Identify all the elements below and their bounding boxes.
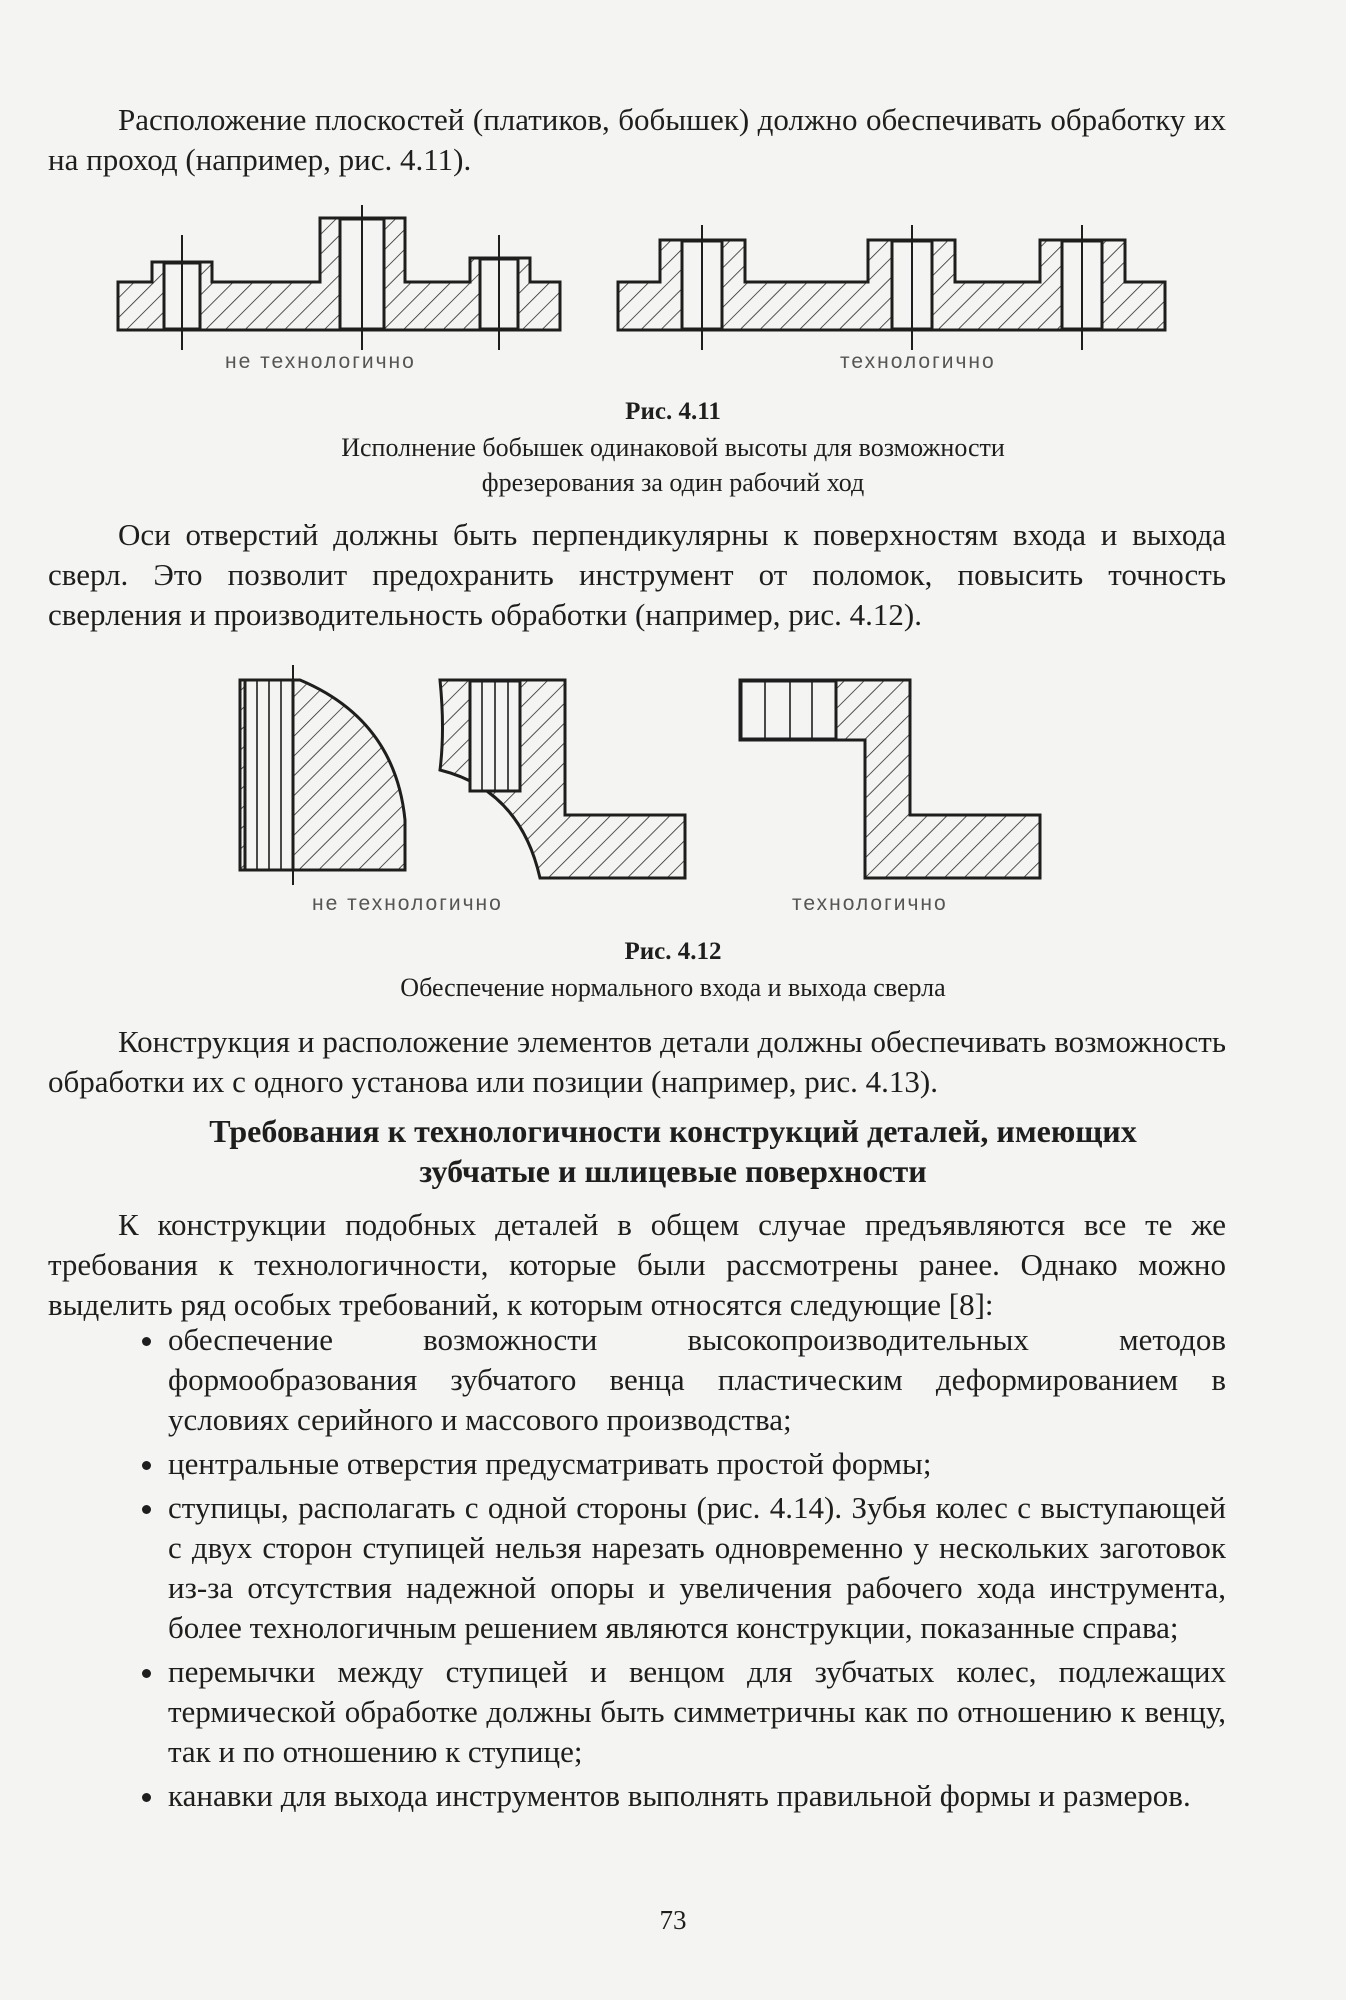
- fig-4-11-label-left: не технологично: [225, 350, 416, 373]
- list-item: обеспечение возможности высокопроизводительных методов формообразования зубчатого венца пластическим деформированием в условиях серийного и массового производства;: [168, 1320, 1226, 1440]
- fig-4-11-caption-line2: фрезерования за один рабочий ход: [481, 468, 865, 497]
- fig-4-12-caption: Обеспечение нормального входа и выхода сверла: [400, 973, 946, 1002]
- paragraph-setup: Конструкция и расположение элементов детали должны обеспечивать возможность обработки их с одного установа или позиции (например, рис. 4.13).: [48, 1024, 1226, 1099]
- fig-4-11-title: Рис. 4.11: [625, 398, 721, 425]
- list-item: перемычки между ступицей и венцом для зубчатых колес, подлежащих термической обработке должны быть симметричны как по отношению к венцу, так и по отношению к ступице;: [168, 1652, 1226, 1772]
- paragraph-requirements: К конструкции подобных деталей в общем случае предъявляются все те же требования к технологичности, которые были рассмотрены ранее. Однако можно выделить ряд особых требований, к которым относятся следующие [8]:: [48, 1207, 1226, 1322]
- drill-part-not-technological-1: [240, 680, 405, 870]
- list-item: канавки для выхода инструментов выполнять правильной формы и размеров.: [168, 1776, 1226, 1816]
- fig-4-11-caption-line1: Исполнение бобышек одинаковой высоты для возможности: [341, 433, 1005, 462]
- fig-4-12-title: Рис. 4.12: [624, 938, 722, 965]
- drill-part-technological: [740, 680, 1040, 878]
- drill-part-not-technological-2: [440, 680, 685, 878]
- page-number: 73: [659, 1905, 687, 1935]
- boss-part-technological: [618, 240, 1165, 330]
- list-item: ступицы, располагать с одной стороны (рис. 4.14). Зубья колес с выступающей с двух сторон ступицей нельзя нарезать одновременно у нескольких заготовок из-за отсутствия надежной опоры и увеличения рабочего хода инструмента, более технологичным решением являются конструкции, показанные справа;: [168, 1488, 1226, 1648]
- fig-4-12-label-right: технологично: [792, 892, 948, 915]
- section-heading-line2: зубчатые и шлицевые поверхности: [419, 1153, 927, 1189]
- requirements-list: [0, 1320, 1346, 1820]
- list-item: центральные отверстия предусматривать простой формы;: [168, 1444, 1226, 1484]
- paragraph-intro: Расположение плоскостей (платиков, бобышек) должно обеспечивать обработку их на проход (например, рис. 4.11).: [48, 102, 1226, 177]
- section-heading-line1: Требования к технологичности конструкций деталей, имеющих: [209, 1113, 1137, 1149]
- boss-part-not-technological: [118, 218, 560, 330]
- paragraph-drill-axes: Оси отверстий должны быть перпендикулярны к поверхностям входа и выхода сверл. Это позволит предохранить инструмент от поломок, повысить точность сверления и производительность обработки (например, рис. 4.12).: [48, 517, 1226, 632]
- fig-4-11-label-right: технологично: [840, 350, 996, 373]
- fig-4-12-label-left: не технологично: [312, 892, 503, 915]
